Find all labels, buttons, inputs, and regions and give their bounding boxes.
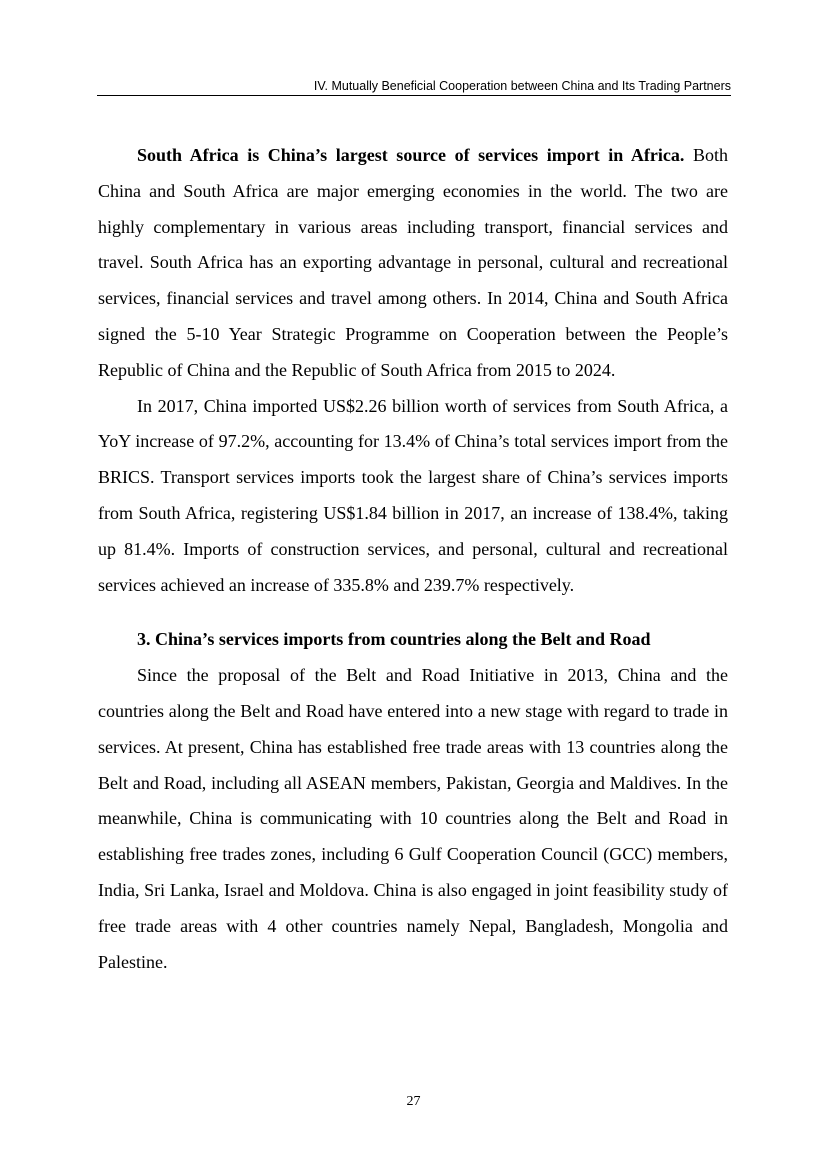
page-body <box>98 138 728 980</box>
page-number: 27 <box>406 1094 421 1109</box>
paragraph-belt-and-road: Since the proposal of the Belt and Road Initiative in 2013, China and the countries along the Belt and Road have entered into a new stage with regard to trade in services. At present, China has established free trade areas with 13 countries along the Belt and Road, including all ASEAN members, Pakistan, Georgia and Maldives. In the meanwhile, China is communicating with 10 countries along the Belt and Road in establishing free trades zones, including 6 Gulf Cooperation Council (GCC) members, India, Sri Lanka, Israel and Moldova. China is also engaged in joint feasibility study of free trade areas with 4 other countries namely Nepal, Bangladesh, Mongolia and Palestine. <box>98 665 728 972</box>
header-divider <box>97 95 731 96</box>
paragraph-body-text: Both China and South Africa are major emerging economies in the world. The two are highly complementary in various areas including transport, financial services and travel. South Africa has an exporting advantage in personal, cultural and recreational services, financial services and travel among others. In 2014, China and South Africa signed the 5-10 Year Strategic Programme on Cooperation between the People’s Republic of China and the Republic of South Africa from 2015 to 2024. <box>98 145 728 380</box>
paragraph-south-africa-intro <box>98 138 728 389</box>
section-heading: 3. China’s services imports from countries along the Belt and Road <box>137 629 651 650</box>
running-header: IV. Mutually Beneficial Cooperation between China and Its Trading Partners <box>313 79 731 93</box>
paragraph-lead-sentence: South Africa is China’s largest source of services import in Africa. <box>137 145 685 165</box>
paragraph-south-africa-2017: In 2017, China imported US$2.26 billion worth of services from South Africa, a YoY increase of 97.2%, accounting for 13.4% of China’s total services import from the BRICS. Transport services imports took the largest share of China’s services imports from South Africa, registering US$1.84 billion in 2017, an increase of 138.4%, taking up 81.4%. Imports of construction services, and personal, cultural and recreational services achieved an increase of 335.8% and 239.7% respectively. <box>98 395 728 595</box>
